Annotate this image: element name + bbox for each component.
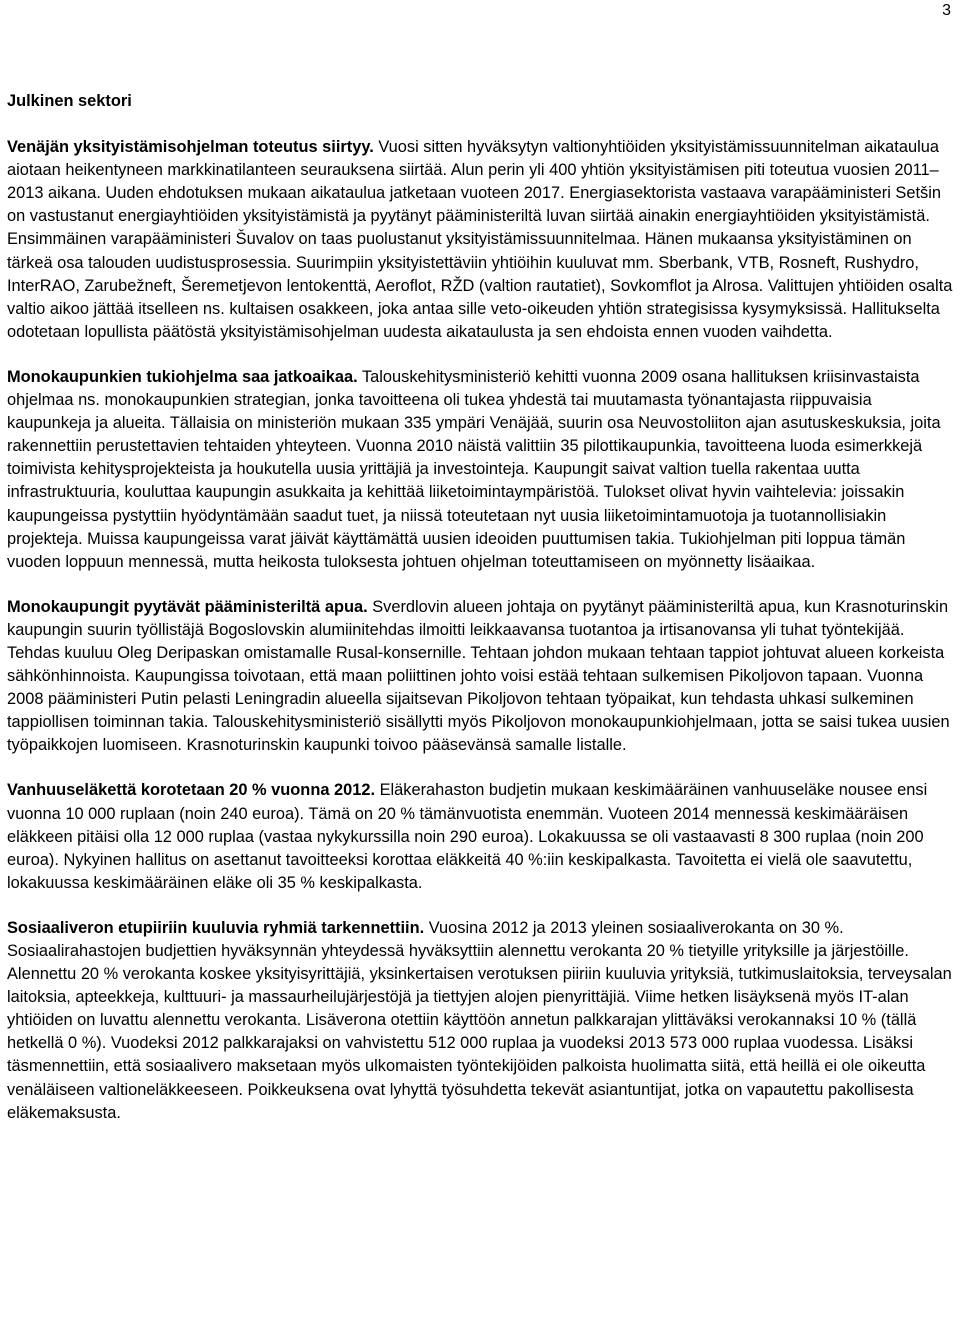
page-number: 3 [942,2,951,19]
paragraph-social-tax [7,917,955,1125]
paragraph-lead: Sosiaaliveron etupiiriin kuuluvia ryhmiä tarkennettiin. [7,918,425,937]
paragraph-body: Vuosina 2012 ja 2013 yleinen sosiaaliverokanta on 30 %. Sosiaalirahastojen budjettien hyväksynnän yhteydessä hyväksyttiin alennettu verokanta 20 % tietyille yrityksille ja järjestöille. Alennettu 20 % verokanta koskee yksityisyrittäjiä, yksinkertaisen verotuksen piiriin kuuluvia yrityksiä, tutkimuslaitoksia, terveysalan laitoksia, apteekkeja, kulttuuri- ja massaurheilujärjestöjä ja tiettyjen alojen pienyrittäjiä. Viime hetken lisäyksenä myös IT-alan yhtiöiden on luvattu alennettu verokanta. Lisäverona otettiin käyttöön annetun palkkarajan ylittäväksi verokannaksi 10 % (tällä hetkellä 0 %). Vuodeksi 2012 palkkarajaksi on vahvistettu 512 000 ruplaa ja vuodeksi 2013 573 000 ruplaa vuodessa. Lisäksi täsmennettiin, että sosiaalivero maksetaan myös ulkomaisten työntekijöiden palkoista huolimatta siitä, että heillä ei ole oikeutta venäläiseen valtioneläkkeeseen. Poikkeuksena ovat lyhyttä työsuhdetta tekevät asiantuntijat, jotka on vapautettu pakollisesta eläkemaksusta. [7,918,952,1122]
paragraph-monotowns-program [7,366,955,574]
paragraph-privatization [7,136,955,344]
paragraph-body: Sverdlovin alueen johtaja on pyytänyt pääministeriltä apua, kun Krasnoturinskin kaupungin suurin työllistäjä Bogoslovskin alumiinitehdas ilmoitti leikkaavansa tuotantoa ja irtisanovansa yli tuhat työntekijää. Tehdas kuuluu Oleg Deripaskan omistamalle Rusal-konsernille. Tehtaan johdon mukaan tehtaan tappiot johtuvat alueen korkeista sähkönhinnoista. Kaupungissa toivotaan, että maan poliittinen johto voisi estää tehtaan sulkemisen Pikoljovon tapaan. Vuonna 2008 pääministeri Putin pelasti Leningradin alueella sijaitsevan Pikoljovon tehtaan työpaikat, kun tehdasta uhkasi sulkeminen tappiollisen toiminnan takia. Talouskehitysministeriö sisällytti myös Pikoljovon monokaupunkiohjelmaan, jotta se saisi tukea uusien työpaikkojen luomiseen. Krasnoturinskin kaupunki toivoo pääsevänsä samalle listalle. [7,597,950,755]
paragraph-monotowns-help [7,596,955,758]
paragraph-pension [7,779,955,894]
paragraph-lead: Monokaupunkien tukiohjelma saa jatkoaikaa. [7,367,358,386]
paragraph-body: Vuosi sitten hyväksytyn valtionyhtiöiden yksityistämissuunnitelman aikataulua aiotaan heikentyneen markkinatilanteen seurauksena siirtää. Alun perin yli 400 yhtiön yksityistämisen piti toteutua vuosien 2011–2013 aikana. Uuden ehdotuksen mukaan aikataulua jatketaan vuoteen 2017. Energiasektorista vastaava varapääministeri Setšin on vastustanut energiayhtiöiden yksityistämistä ja pyytänyt pääministeriltä luvan siirtää ainakin energiayhtiöiden yksityistämistä. Ensimmäinen varapääministeri Šuvalov on taas puolustanut yksityistämissuunnitelmaa. Hänen mukaansa yksityistäminen on tärkeä osa talouden uudistusprosessia. Suurimpiin yksityistettäviin yhtiöihin kuuluvat mm. Sberbank, VTB, Rosneft, Rushydro, InterRAO, Zarubežneft, Šeremetjevon lentokenttä, Aeroflot, RŽD (valtion rautatiet), Sovkomflot ja Alrosa. Valittujen yhtiöiden osalta valtio aikoo jättää itselleen ns. kultaisen osakkeen, joka antaa sille veto-oikeuden yhtiön strategisissa kysymyksissä. Hallitukselta odotetaan lopullista päätöstä yksityistämisohjelman uudesta aikataulusta ja sen ehdoista ennen vuoden vaihdetta. [7,138,953,341]
paragraph-lead: Vanhuuseläkettä korotetaan 20 % vuonna 2012. [7,781,376,800]
section-heading: Julkinen sektori [7,92,132,110]
paragraph-body: Talouskehitysministeriö kehitti vuonna 2009 osana hallituksen kriisinvastaista ohjelmaa ns. monokaupunkien strategian, jonka tavoitteena oli tukea yhdestä tai muutamasta työnantajasta riippuvaisia kaupunkeja ja alueita. Tällaisia on ministeriön mukaan 335 ympäri Venäjää, suurin osa Neuvostoliiton ajan asutuskeskuksia, joita rakennettiin perustettavien tehtaiden yhteyteen. Vuonna 2010 näistä valittiin 35 pilottikaupunkia, tavoitteena luoda esimerkkejä toimivista kehitysprojekteista ja houkutella uusia yrittäjiä ja investointeja. Kaupungit saivat valtion tuella rakentaa uutta infrastruktuuria, kouluttaa kaupungin asukkaita ja kehittää liiketoimintaympäristöä. Tulokset olivat hyvin vaihtelevia: joissakin kaupungeissa pystyttiin hyödyntämään saadut tuet, ja niissä toteutetaan nyt uusia liiketoimintamuotoja ja tuotannollisiakin projekteja. Muissa kaupungeissa varat jäivät käyttämättä uusien ideoiden puuttumisen takia. Tukiohjelman piti loppua tämän vuoden loppuun mennessä, mutta heikosta tuloksesta johtuen ohjelman toteuttamiseen on myönnetty lisäaikaa. [7,367,941,571]
paragraph-body: Eläkerahaston budjetin mukaan keskimääräinen vanhuuseläke nousee ensi vuonna 10 000 ruplaan (noin 240 euroa). Tämä on 20 % tämänvuotista enemmän. Vuoteen 2014 mennessä keskimääräisen eläkkeen pitäisi olla 12 000 ruplaa (vastaa nykykurssilla noin 290 euroa). Lokakuussa se oli vastaavasti 8 300 ruplaa (noin 200 euroa). Nykyinen hallitus on asettanut tavoitteeksi korottaa eläkkeitä 40 %:iin keskipalkasta. Tavoitetta ei vielä ole saavutettu, lokakuussa keskimääräinen eläke oli 35 % keskipalkasta. [7,781,928,892]
document-body [7,90,955,1147]
paragraph-lead: Venäjän yksityistämisohjelman toteutus siirtyy. [7,138,374,157]
paragraph-lead: Monokaupungit pyytävät pääministeriltä apua. [7,597,368,616]
